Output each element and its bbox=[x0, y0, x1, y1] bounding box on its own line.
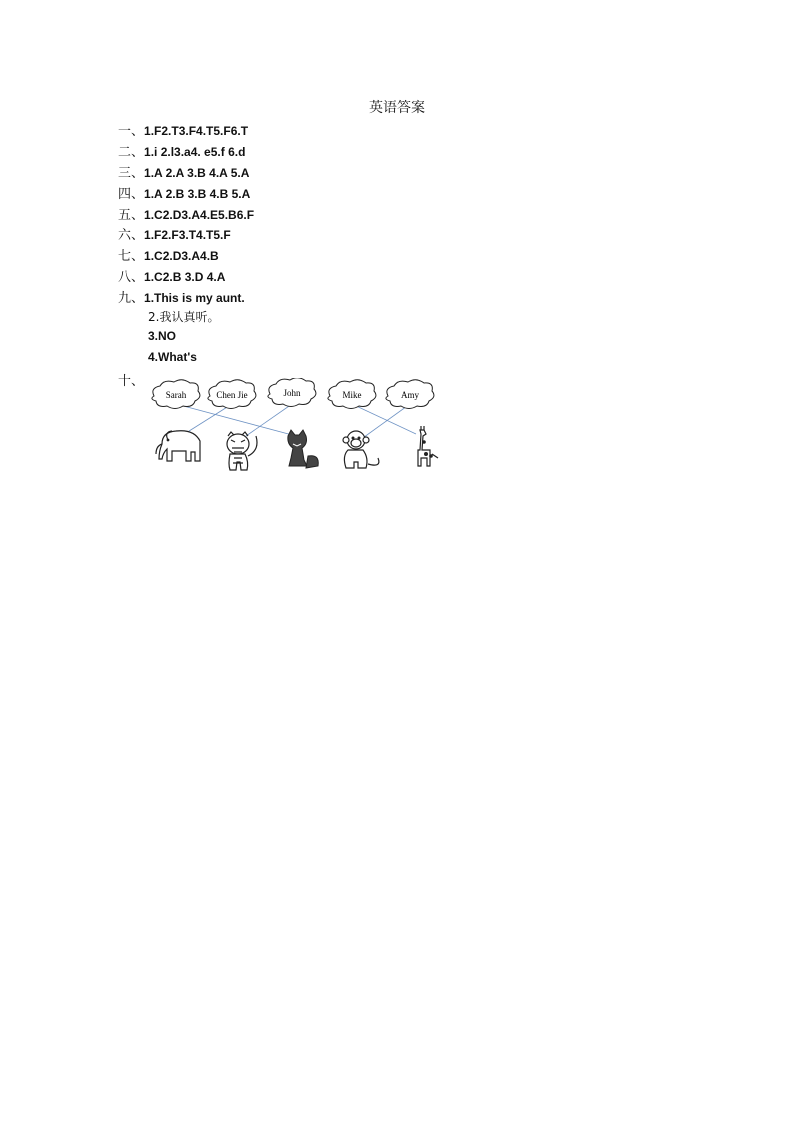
answer-row-6 bbox=[118, 224, 231, 243]
fox-icon bbox=[288, 430, 318, 468]
giraffe-icon bbox=[418, 426, 438, 466]
answer-sub-4: 4.What's bbox=[148, 350, 197, 364]
answer-text: 1.i 2.l3.a4. e5.f 6.d bbox=[144, 145, 246, 159]
answer-row-3 bbox=[118, 162, 249, 181]
section-number: 三、 bbox=[118, 166, 145, 181]
cloud-chenjie bbox=[208, 380, 256, 409]
answer-row-8 bbox=[118, 266, 225, 285]
match-line-amy-monkey bbox=[360, 404, 410, 440]
cloud-john bbox=[268, 378, 316, 407]
answer-text: 1.C2.D3.A4.E5.B6.F bbox=[144, 208, 255, 222]
section-number: 八、 bbox=[118, 270, 145, 285]
answer-text: 1.F2.F3.T4.T5.F bbox=[144, 228, 231, 242]
answer-row-4 bbox=[118, 183, 250, 202]
answer-text: 1.This is my aunt. bbox=[144, 291, 245, 305]
name-sarah: Sarah bbox=[165, 390, 187, 400]
answer-sub-2: 2.我认真听。 bbox=[148, 310, 220, 324]
section-number: 九、 bbox=[118, 291, 145, 306]
answer-row-1 bbox=[118, 120, 248, 139]
name-mike: Mike bbox=[342, 390, 362, 400]
name-john: John bbox=[283, 388, 301, 398]
cloud-sarah bbox=[152, 380, 200, 409]
section-number: 四、 bbox=[118, 187, 145, 202]
answer-text: 1.C2.B 3.D 4.A bbox=[144, 270, 226, 284]
monkey-icon bbox=[343, 431, 379, 468]
section-number: 五、 bbox=[118, 208, 145, 223]
section-number: 十、 bbox=[118, 374, 145, 389]
answer-row-5 bbox=[118, 204, 254, 223]
matching-picture bbox=[148, 378, 448, 480]
elephant-icon bbox=[156, 431, 200, 461]
answer-row-7 bbox=[118, 245, 219, 264]
answer-text: 1.C2.D3.A4.B bbox=[144, 249, 219, 263]
answer-row-9 bbox=[118, 287, 245, 306]
answer-row-2 bbox=[118, 141, 245, 160]
section-number: 一、 bbox=[118, 124, 145, 139]
answer-row-10 bbox=[118, 370, 144, 389]
section-number: 六、 bbox=[118, 228, 145, 243]
cloud-mike bbox=[328, 380, 376, 409]
name-amy: Amy bbox=[401, 390, 419, 400]
answer-text: 1.A 2.A 3.B 4.A 5.A bbox=[144, 166, 250, 180]
section-number: 七、 bbox=[118, 249, 145, 264]
section-number: 二、 bbox=[118, 145, 145, 160]
tiger-icon bbox=[227, 432, 257, 470]
page-title: 英语答案 bbox=[369, 100, 425, 116]
match-line-john-tiger bbox=[246, 404, 292, 436]
match-line-sarah-fox bbox=[176, 404, 296, 436]
answer-text: 1.A 2.B 3.B 4.B 5.A bbox=[144, 187, 251, 201]
name-chenjie: Chen Jie bbox=[216, 390, 248, 400]
matching-svg bbox=[148, 378, 448, 480]
answer-sub-3: 3.NO bbox=[148, 329, 177, 343]
cloud-amy bbox=[386, 380, 434, 409]
answer-text: 1.F2.T3.F4.T5.F6.T bbox=[144, 124, 249, 138]
